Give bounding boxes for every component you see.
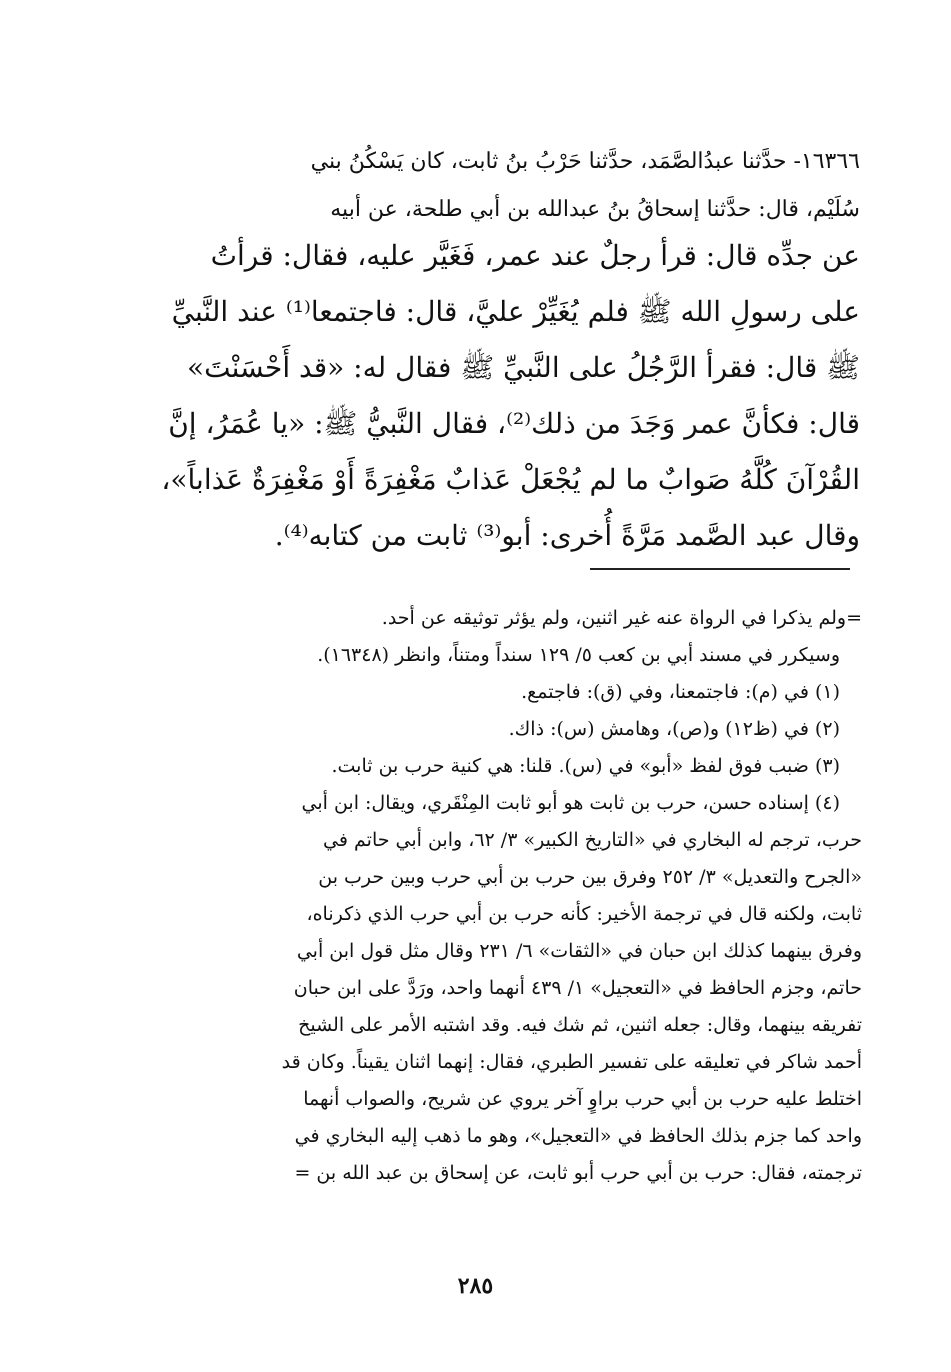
footnote-line: =ولم يذكرا في الرواة عنه غير اثنين، ولم يؤثر توثيقه عن أحد. bbox=[381, 607, 862, 629]
isnad-line: سُلَيْم، قال: حدَّثنا إسحاقُ بنُ عبدالله بن أبي طلحة، عن أبيه bbox=[330, 197, 860, 222]
footnotes bbox=[142, 600, 862, 1192]
footnote-line: وفرق بينهما كذلك ابن حبان في «الثقات» ٦/ ٢٣١ وقال مثل قول ابن أبي bbox=[296, 940, 862, 962]
matn-line: قال: فكأنَّ عمر وَجَدَ من ذلك⁽²⁾، فقال النَّبيُّ ﷺ: «يا عُمَرُ، إنَّ bbox=[168, 407, 860, 440]
footnote-line: اختلط عليه حرب بن أبي حرب براوٍ آخر يروي عن شريح، والصواب أنهما bbox=[303, 1088, 862, 1110]
footnote-line: (٢) في (ظ١٢) و(ص)، وهامش (س): ذاك. bbox=[508, 718, 840, 740]
matn-line: وقال عبد الصَّمد مَرَّةً أُخرى: أبو⁽³⁾ ثابت من كتابه⁽⁴⁾. bbox=[274, 519, 860, 552]
matn-line: عن جدِّه قال: قرأ رجلٌ عند عمر، فَغَيَّر عليه، فقال: قرأتُ bbox=[210, 239, 860, 272]
footnote-line: «الجرح والتعديل» ٣/ ٢٥٢ وفرق بين حرب بن أبي حرب وبين حرب بن bbox=[318, 866, 862, 888]
footnote-line: (١) في (م): فاجتمعنا، وفي (ق): فاجتمع. bbox=[521, 681, 840, 703]
footnote-line: أحمد شاكر في تعليقه على تفسير الطبري، فقال: إنهما اثنان يقيناً. وكان قد bbox=[281, 1051, 862, 1073]
matn-line: القُرْآنَ كُلَّهُ صَوابٌ ما لم يُجْعَلْ عَذابٌ مَغْفِرَةً أَوْ مَغْفِرَةٌ عَذاباً»، bbox=[161, 463, 860, 496]
matn-line: على رسولِ الله ﷺ فلم يُغَيِّرْ عليَّ، قال: فاجتمعا⁽¹⁾ عند النَّبيِّ bbox=[171, 295, 860, 328]
footnote-line: (٤) إسناده حسن، حرب بن ثابت هو أبو ثابت المِنْقَري، ويقال: ابن أبي bbox=[301, 792, 840, 814]
footnote-line: (٣) ضبب فوق لفظ «أبو» في (س). قلنا: هي كنية حرب بن ثابت. bbox=[331, 755, 840, 777]
footnote-line: واحد كما جزم بذلك الحافظ في «التعجيل»، وهو ما ذهب إليه البخاري في bbox=[294, 1125, 862, 1147]
footnote-line: ترجمته، فقال: حرب بن أبي حرب أبو ثابت، عن إسحاق بن عبد الله بن = bbox=[294, 1162, 862, 1184]
footnote-line: ثابت، ولكنه قال في ترجمة الأخير: كأنه حرب بن أبي حرب الذي ذكرناه، bbox=[306, 903, 862, 925]
footnote-line: وسيكرر في مسند أبي بن كعب ٥/ ١٢٩ سنداً ومتناً، وانظر (١٦٣٤٨). bbox=[317, 644, 840, 666]
footnote-line: حرب، ترجم له البخاري في «التاريخ الكبير» ٣/ ٦٢، وابن أبي حاتم في bbox=[323, 829, 862, 851]
hadith-isnad bbox=[138, 138, 860, 234]
footnote-line: حاتم، وجزم الحافظ في «التعجيل» ١/ ٤٣٩ أنهما واحد، ورَدَّ على ابن حبان bbox=[293, 977, 862, 999]
footnote-divider bbox=[590, 568, 850, 570]
matn-line: ﷺ قال: فقرأ الرَّجُلُ على النَّبيِّ ﷺ فقال له: «قد أَحْسَنْتَ» bbox=[186, 351, 860, 384]
page-number: ٢٨٥ bbox=[457, 1273, 494, 1299]
isnad-line: ١٦٣٦٦- حدَّثنا عبدُالصَّمَد، حدَّثنا حَرْبُ بنُ ثابت، كان يَسْكُنُ بني bbox=[310, 149, 860, 174]
hadith-matn bbox=[130, 228, 860, 564]
footnote-line: تفريقه بينهما، وقال: جعله اثنين، ثم شك فيه. وقد اشتبه الأمر على الشيخ bbox=[298, 1014, 862, 1036]
